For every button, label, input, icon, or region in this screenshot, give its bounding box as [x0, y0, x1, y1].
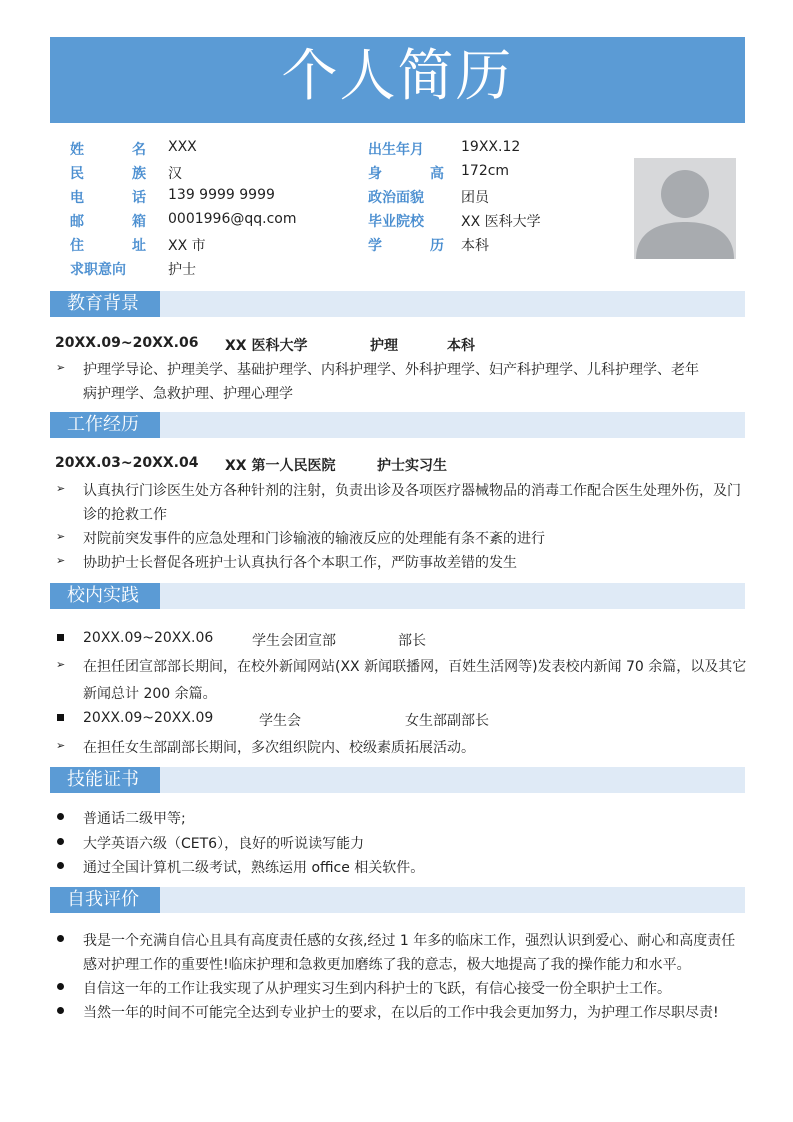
work-item3: 协助护士长督促各班护士认真执行各个本职工作，严防事故差错的发生 — [83, 555, 517, 571]
work-item1-line1: 认真执行门诊医生处方各种针剂的注射，负责出诊及各项医疗器械物品的消毒工作配合医生处理外伤，及门 — [83, 483, 741, 499]
edu-courses-line1: 护理学导论、护理美学、基础护理学、内科护理学、外科护理学、妇产科护理学、儿科护理学、老年 — [83, 362, 699, 378]
skill-item: 普通话二级甲等; — [83, 811, 186, 827]
section-education — [50, 291, 745, 317]
address-value: XX 市 — [168, 238, 206, 254]
education-level-label: 学 历 — [368, 238, 461, 254]
edu-degree: 本科 — [447, 338, 475, 354]
campus-p2-org: 学生会 — [259, 713, 301, 729]
work-item2: 对院前突发事件的应急处理和门诊输液的输液反应的处理能有条不紊的进行 — [83, 531, 545, 547]
address-label: 住 址 — [70, 238, 163, 254]
dot-bullet-icon — [57, 838, 64, 845]
birth-label: 出生年月 — [368, 142, 424, 158]
dot-bullet-icon — [57, 935, 64, 942]
resume-header — [50, 37, 745, 123]
edu-courses-line2: 病护理学、急救护理、护理心理学 — [83, 386, 293, 402]
email-value: 0001996@qq.com — [168, 211, 297, 227]
section-skills — [50, 767, 745, 793]
birth-value: 19XX.12 — [461, 139, 521, 155]
self-item1-line1: 我是一个充满自信心且具有高度责任感的女孩,经过 1 年多的临床工作，强烈认识到爱心、耐心和高度责任 — [83, 933, 736, 949]
self-item3: 当然一年的时间不可能完全达到专业护士的要求，在以后的工作中我会更加努力，为护理工作尽职尽责! — [83, 1005, 719, 1021]
dot-bullet-icon — [57, 813, 64, 820]
campus-p2-period: 20XX.09~20XX.09 — [83, 710, 214, 726]
square-bullet-icon — [57, 714, 64, 721]
work-role: 护士实习生 — [377, 458, 447, 474]
section-self-evaluation — [50, 887, 745, 913]
dot-bullet-icon — [57, 862, 64, 869]
edu-major: 护理 — [370, 338, 398, 354]
campus-p1-desc-line2: 新闻总计 200 余篇。 — [83, 686, 217, 702]
skill-item: 大学英语六级（CET6），良好的听说读写能力 — [83, 836, 365, 852]
section-work — [50, 412, 745, 438]
arrow-bullet-icon: ➢ — [56, 658, 66, 671]
campus-p2-desc: 在担任女生部副部长期间，多次组织院内、校级素质拓展活动。 — [83, 740, 475, 756]
edu-period: 20XX.09~20XX.06 — [55, 335, 199, 351]
section-title: 技能证书 — [50, 767, 160, 793]
work-period: 20XX.03~20XX.04 — [55, 455, 199, 471]
name-label: 姓 名 — [70, 142, 163, 158]
arrow-bullet-icon: ➢ — [56, 739, 66, 752]
edu-school: XX 医科大学 — [225, 338, 308, 354]
height-value: 172cm — [461, 163, 510, 179]
person-silhouette-icon — [634, 158, 736, 259]
campus-p1-desc-line1: 在担任团宣部部长期间，在校外新闻网站(XX 新闻联播网，百姓生活网等)发表校内新闻 70 余篇，以及其它 — [83, 659, 747, 675]
section-title: 工作经历 — [50, 412, 160, 438]
name-value: XXX — [168, 139, 197, 155]
skill-item: 通过全国计算机二级考试，熟练运用 office 相关软件。 — [83, 860, 425, 876]
dot-bullet-icon — [57, 983, 64, 990]
ethnicity-value: 汉 — [168, 166, 182, 182]
section-title: 教育背景 — [50, 291, 160, 317]
phone-label: 电 话 — [70, 190, 163, 206]
school-label: 毕业院校 — [368, 214, 424, 230]
section-campus — [50, 583, 745, 609]
arrow-bullet-icon: ➢ — [56, 482, 66, 495]
avatar — [634, 158, 736, 259]
dot-bullet-icon — [57, 1007, 64, 1014]
school-value: XX 医科大学 — [461, 214, 541, 230]
phone-value: 139 9999 9999 — [168, 187, 275, 203]
work-item1-line2: 诊的抢救工作 — [83, 507, 167, 523]
political-label: 政治面貌 — [368, 190, 424, 206]
arrow-bullet-icon: ➢ — [56, 554, 66, 567]
education-level-value: 本科 — [461, 238, 489, 254]
campus-p2-role: 女生部副部长 — [405, 713, 489, 729]
self-item1-line2: 感对护理工作的重要性!临床护理和急救更加磨练了我的意志，极大地提高了我的操作能力和水平。 — [83, 957, 691, 973]
campus-p1-period: 20XX.09~20XX.06 — [83, 630, 214, 646]
arrow-bullet-icon: ➢ — [56, 361, 66, 374]
work-org: XX 第一人民医院 — [225, 458, 336, 474]
job-intention-value: 护士 — [168, 262, 196, 278]
ethnicity-label: 民 族 — [70, 166, 163, 182]
page-title: 个人简历 — [281, 44, 514, 109]
square-bullet-icon — [57, 634, 64, 641]
self-item2: 自信这一年的工作让我实现了从护理实习生到内科护士的飞跃，有信心接受一份全职护士工作。 — [83, 981, 671, 997]
arrow-bullet-icon: ➢ — [56, 530, 66, 543]
political-value: 团员 — [461, 190, 489, 206]
height-label: 身 高 — [368, 166, 461, 182]
campus-p1-org: 学生会团宣部 — [252, 633, 336, 649]
section-title: 校内实践 — [50, 583, 160, 609]
campus-p1-role: 部长 — [398, 633, 426, 649]
section-title: 自我评价 — [50, 887, 160, 913]
job-intention-label: 求职意向 — [70, 262, 126, 278]
email-label: 邮 箱 — [70, 214, 163, 230]
